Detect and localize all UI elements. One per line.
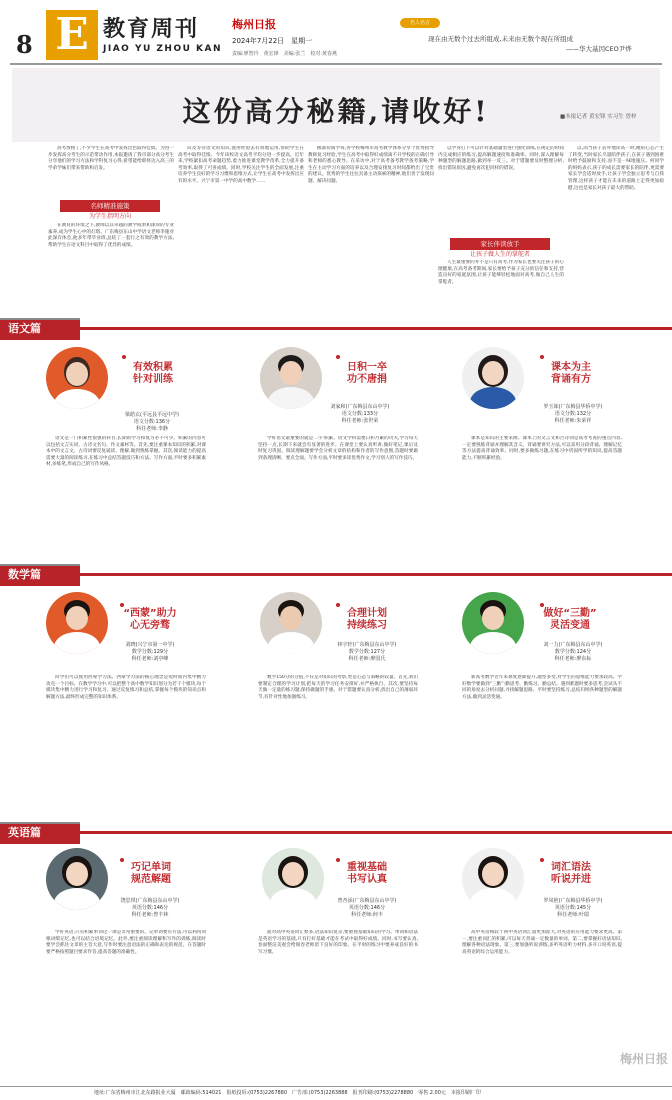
student-photo <box>462 347 524 409</box>
avatar <box>470 888 516 910</box>
student-score: 语文分数:136分 <box>133 419 171 425</box>
student-tag: 日积一卒 功不唐捐 <box>347 362 387 385</box>
student-photo <box>46 848 108 910</box>
intro-col-1b: 在教育的环境之下,教师以其卓越的教学成果和深厚的专业素养,成为学生心中的灯塔。广东梅县东山中学语文老师李施对此深有体会,他多年带毕业班,总结了一套行之有效的教学方法,帮助学生在语文科目中取得了优异的成绩。 <box>48 223 174 248</box>
student-score: 语文分数:132分 <box>554 411 592 417</box>
student-article: 面对高中英语词汇繁多,语法知识复杂,要重视基础知识的学习。单词和语法是英语学习的基础,只有打好基础才能在考试中取得好成绩。同时,书写要认真,卷面整洁美观会给阅卷老师留下良好的印象。在平时的练习中要养成良好的书写习惯。 <box>258 930 418 955</box>
student-name: 刘家和(广东梅县东山中学) <box>330 404 390 410</box>
student-tag: 做好“三勤” 灵活变通 <box>543 608 597 631</box>
student-teacher: 科任老师:曾丰林 <box>131 912 169 918</box>
student-score: 数学分数:129分 <box>131 649 169 655</box>
student-teacher: 科任老师:叶瑞 <box>557 912 589 918</box>
student-article: 新高考数学近年来难度逐渐提升,题型多变,对学生的思维能力要求较高。学好数学要做到“三勤”:勤思考、勤练习、勤总结。遇到难题时要多思考,尝试从不同的角度去分析问题,寻找解题思路。平时要坚持练习,总结归纳各种题型的解题方法,做到灵活变通。 <box>462 675 622 700</box>
avatar <box>270 888 316 910</box>
student-article: 高中英语相较于初中英语词汇量更加庞大,对英语的应用能力要求更高。第一,要注重词汇的积累,可以每天背诵一定数量的单词。第二,要掌握好语法知识,理解各种语法现象。第三,要加强听说训练,多听英语听力材料,多开口说英语,提高英语的综合运用能力。 <box>462 930 622 955</box>
avatar <box>282 862 304 886</box>
student-name: 罗玉妹(广东梅县华侨中学) <box>543 404 603 410</box>
student-name: 曾杏添(广东梅县东山中学) <box>337 898 397 904</box>
intro-col-3: 级都扮演学每,各学校梅州市高考教学体系分享个优秀指导教师复习经验,学生在高考中取得好成绩离不开学校的正确引导和老师的悉心教导。在采访中,对于高考备考教学备考策略,学生在主动学习方面的培养以及合理安排复习时间都给出了宝贵的建议。优秀的学生往往具备主动探索的精神,他们善于发现问题、解决问题。 <box>308 146 434 184</box>
tag-dot <box>540 603 544 607</box>
intro-subhead-2a: 家长伴读放手 <box>450 238 550 250</box>
student-name: 刘晓(兴宁市第一中学) <box>125 642 175 648</box>
student-teacher: 科任老师:李静 <box>136 426 168 432</box>
headline: 这份高分秘籍,请收好! <box>182 95 490 128</box>
student-teacher: 科任老师:何丰 <box>351 912 383 918</box>
motto-icon: 名人名言 <box>400 18 440 28</box>
avatar <box>54 888 100 910</box>
avatar <box>66 862 88 886</box>
student-score: 英语分数:146分 <box>348 905 386 911</box>
tag-dot <box>336 355 340 359</box>
avatar <box>268 632 314 654</box>
student-score: 语文分数:133分 <box>341 411 379 417</box>
student-photo <box>46 347 108 409</box>
student-name: 饶思琪(广东梅县东山中学) <box>120 898 180 904</box>
student-teacher: 科任老师:张世荣 <box>341 418 379 424</box>
avatar <box>482 606 504 630</box>
student-score: 英语分数:145分 <box>554 905 592 911</box>
student-name: 罗凤艳(广东梅县华侨中学) <box>543 898 603 904</box>
header-divider <box>10 63 662 65</box>
intro-subhead-2b: 让孩子做人生的掌舵者 <box>469 251 530 258</box>
page-number: 8 <box>16 30 33 59</box>
avatar <box>54 632 100 654</box>
student-photo <box>46 592 108 654</box>
tag-dot <box>540 355 544 359</box>
intro-col-4: 以学业打下可以针对基础题型进行强化训练,在规定的时间内完成相应的练习,提高解题速度和准确率。同时,深入理解每种题型的解题思路,做到举一反三。对于错题要及时整理分析,找出错误原因,避免再次犯同样的错误。 <box>438 146 564 171</box>
motto-author: ——华大基因CEO尹烨 <box>566 45 632 53</box>
student-teacher: 科任老师:刘亭峰 <box>131 656 169 662</box>
page-title: 教育周刊 <box>103 17 200 42</box>
student-tag: 重视基础 书写认真 <box>347 862 387 885</box>
student-tag: 课本为主 背诵有方 <box>551 362 591 385</box>
title-pinyin: JIAO YU ZHOU KAN <box>103 44 223 54</box>
student-teacher: 科任老师:廖东标 <box>554 656 592 662</box>
student-name: 梁皓玄(平远县平远中学) <box>125 412 179 418</box>
student-tag: 合理计划 持续练习 <box>347 608 387 631</box>
avatar <box>470 632 516 654</box>
tag-dot <box>122 355 126 359</box>
student-tag: 有效积累 针对训练 <box>133 362 173 385</box>
section-header-english: 英语篇 <box>0 822 80 844</box>
newspaper-logo: 梅州日报 <box>620 1052 669 1066</box>
issue-date: 2024年7月22日 星期一 <box>232 37 313 45</box>
avatar <box>54 389 100 409</box>
student-score: 数学分数:127分 <box>348 649 386 655</box>
student-teacher: 科任老师:朱荣祥 <box>554 418 592 424</box>
student-score: 数学分数:124分 <box>554 649 592 655</box>
avatar <box>66 606 88 630</box>
avatar <box>280 606 302 630</box>
tag-dot <box>336 603 340 607</box>
student-photo <box>260 347 322 409</box>
avatar <box>66 362 88 386</box>
student-article: 数学150分的分值,不仅是对知识的考察,更是心态与策略的较量。首先,我们要制定合理的学习计划,把每天的学习任务安排好,并严格执行。其次,要坚持每天做一定量的练习题,保持做题的手感。对于错题要认真分析,找出自己的薄弱环节,有针对性地加强练习。 <box>258 675 418 700</box>
section-letter: E <box>46 10 98 60</box>
student-tag: 词汇语法 听说并进 <box>551 862 591 885</box>
student-article: 学好英语,只有积累单词这一项是非常重要的。记单词要有方法,可以利用词根词缀记忆,也可以结合语境记忆。此外,要注重阅读理解和写作的训练,阅读时要学会抓住文章的主旨大意,写作时要注意语法的正确和表达的规范。在答题时要严格按照题目要求作答,提高答题的准确性。 <box>46 930 206 955</box>
avatar <box>482 862 504 886</box>
section-rule <box>80 831 672 834</box>
student-name: 林宇轩(广东梅县东山中学) <box>337 642 397 648</box>
student-article: 课本是知识的主要来源。课本上的文言文和古诗词是高考考查的重点内容,一定要熟练背诵并理解其含义。背诵要讲究方法,可以采用分段背诵、理解记忆等方法提高背诵效率。同时,要多做练习题,在练习中巩固所学的知识,提高答题能力,不断积累经验。 <box>462 436 622 461</box>
student-name: 刘一力(广东梅县东山中学) <box>543 642 603 648</box>
student-teacher: 科任老师:廖国氏 <box>348 656 386 662</box>
staff-credits: 责编:廖智玲 黄宏锋 美编:张兰 校对:黄春燕 <box>232 51 338 57</box>
intro-col-5: 以,而当孩子去外地读高一时,她的心态产生了转变,当时家长尽量陪伴孩子,在孩子遇到困难时给予鼓励和支持,而不是一味地施压。何同学的妈妈表示,孩子的成长需要家长的陪伴,更需要家长学会适时放手,让孩子学会独立思考与自我管理,这样孩子才能在未来的道路上走得更加稳健,这也是家长对孩子最大的帮助。 <box>568 146 664 191</box>
intro-col-4b: 人生最重要的并不是只有高考,作为家长也要关注孩子的心理健康,在高考备考期间,家长要给予孩子充分的信任和支持,营造良好的家庭氛围,让孩子能够轻松地面对高考,做自己人生的掌舵者。 <box>438 260 564 285</box>
tag-dot <box>120 603 124 607</box>
footer: 地址:广东省梅州市江北东路报业大厦 邮政编码:514021 报纸投诉:(0753)2267880 广告部:(0753)2263888 报刊印刷:(0753)2278880 零售 2.00元 本报印刷厂印 <box>0 1086 672 1100</box>
intro-col-2: 识及等待语文的知识,使用经验去有效地运用,帮助学生在高考中取得佳绩。今年该校语文高考平均分进一步提高。近年来,学校紧扣高考命题趋势,着力推进课堂教学改革,全力提升备考效率,取得了可喜成绩。同时,学校关注学生的全面发展,注重培养学生良好的学习习惯和思维方式,让学生在高考中发挥出应有的水平。兴宁市第一中学的高中数学…… <box>178 146 304 184</box>
newspaper-name: 梅州日报 <box>232 18 276 31</box>
section-rule <box>80 573 672 576</box>
student-article: 学好语文最重要的就是二字:积累。语文学科需要日积月累的功夫,学习每天坚持一点,长期下来就会有显著的进步。在课堂上要认真听讲,做好笔记,课后及时复习巩固。阅读理解题要学会分析文章的结构和作者的写作意图,答题时要做到条理清晰、要点全面。写作方面,平时要多读优秀作文,学习别人的写作技巧。 <box>258 436 418 461</box>
student-article: 同学们可以使用西蒙学习法。西蒙学习法的核心理念是短时间内集中精力攻克一个目标。在数学学习中,可以把整个高中数学知识划分为若干个模块,每个模块集中精力进行学习和复习。通过反复练习和总结,掌握每个模块的知识点和解题方法,最终形成完整的知识体系。 <box>46 675 206 700</box>
motto-text: 现在由无数个过去所组成,未来由无数个现在所组成 <box>428 35 574 43</box>
avatar <box>470 387 516 409</box>
student-photo <box>462 592 524 654</box>
student-tag: 巧记单词 规范解题 <box>131 862 171 885</box>
avatar <box>482 361 504 385</box>
avatar <box>280 361 302 385</box>
section-header-math: 数学篇 <box>0 564 80 586</box>
section-rule <box>80 327 672 330</box>
student-article: 语文是一门积累性很强的科目,长期的学习和复习必不可少。积累的内容可以包括文言实词、古诗文名句、作文素材等。首先,要注重课本知识的积累,对课本中的文言文、古诗词要反复诵读、理解,做到熟练掌握。其次,阅读能力的提高需要大量的阅读练习,在练习中总结答题技巧和方法。写作方面,平时要多积累素材,多练笔,形成自己的写作风格。 <box>46 436 206 468</box>
intro-subhead-1b: 为学生指明方向 <box>88 213 131 220</box>
student-score: 英语分数:146分 <box>131 905 169 911</box>
intro-col-1: 高考放榜了,不少学生在高考中发挥出色取得佳绩。为进一步发挥高分考生的示范带动作用,本报邀请了我市部分高分考生分享他们的学习方法和学科复习心得,希望能给即将迈入高三的学弟学妹们带来帮助和启发。 <box>48 146 174 171</box>
byline: ■本报记者 黄宏锋 实习生 曾梓 <box>560 114 637 120</box>
avatar <box>268 387 314 409</box>
intro-subhead-1a: 名师精准施策 <box>60 200 160 212</box>
student-photo <box>462 848 524 910</box>
section-header-chinese: 语文篇 <box>0 318 80 340</box>
student-tag: “西蒙”助力 心无旁骛 <box>123 608 177 631</box>
